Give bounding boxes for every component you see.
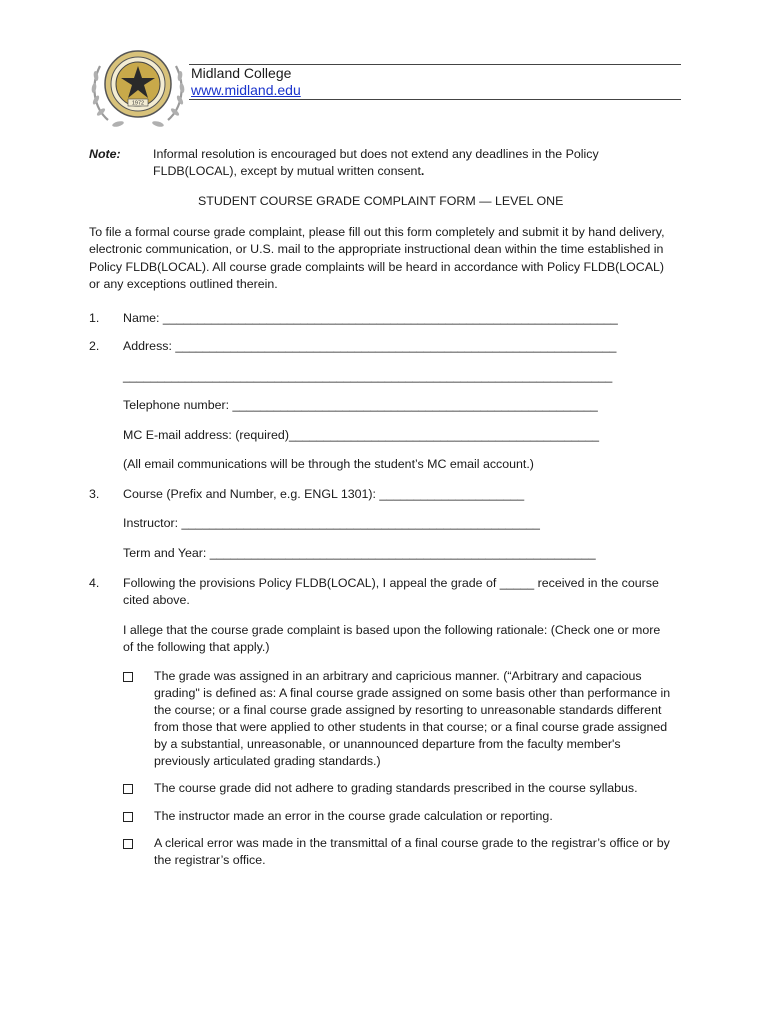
svg-text:1972: 1972 — [131, 100, 145, 107]
appeal-grade-line-1[interactable]: Following the provisions Policy FLDB(LOCAL), I appeal the grade of _____ received in the course — [123, 576, 659, 590]
note-period: . — [420, 164, 425, 178]
rationale-line: previously articulated grading standards.) — [154, 754, 381, 768]
website-link[interactable]: www.midland.edu — [191, 82, 301, 98]
item-3-number: 3. — [89, 487, 100, 501]
rationale-text-clerical — [154, 835, 684, 869]
allege-line-2: of the following that apply.) — [123, 640, 270, 654]
rationale-checkbox-calculation[interactable] — [123, 812, 133, 822]
rationale-checkbox-clerical[interactable] — [123, 839, 133, 849]
appeal-grade-line-2: cited above. — [123, 593, 190, 607]
midland-college-seal — [88, 42, 188, 130]
rationale-line: the course; or a final course grade assigned by resorting to unreasonable standards different — [154, 703, 662, 717]
note-label: Note: — [89, 147, 121, 161]
rationale-checkbox-arbitrary[interactable] — [123, 672, 133, 682]
rationale-line: A clerical error was made in the transmittal of a final course grade to the registrar’s office or by — [154, 836, 670, 850]
address-line-2-field[interactable]: _______________________________________________________________________ — [123, 369, 613, 383]
name-field[interactable]: Name: __________________________________________________________________ — [123, 311, 618, 325]
rationale-line: grading" is defined as: A final course grade assigned on some basis other than performance in — [154, 686, 671, 700]
header-bottom-rule — [189, 99, 681, 100]
item-4-number: 4. — [89, 576, 100, 590]
rationale-line: from those that were applied to other students in that course; or a final course grade assigned — [154, 720, 668, 734]
rationale-line: the registrar’s office. — [154, 853, 266, 867]
email-note: (All email communications will be through the student’s MC email account.) — [123, 457, 534, 471]
rationale-text-syllabus: The course grade did not adhere to grading standards prescribed in the course syllabus. — [154, 781, 638, 795]
course-field[interactable]: Course (Prefix and Number, e.g. ENGL 1301): _____________________ — [123, 487, 525, 501]
note-line-2 — [153, 163, 424, 180]
telephone-field[interactable]: Telephone number: _____________________________________________________ — [123, 398, 598, 412]
allege-line-1: I allege that the course grade complaint is based upon the following rationale: (Check one or more — [123, 623, 661, 637]
rationale-text-arbitrary — [154, 668, 684, 770]
intro-line-2: electronic communication, or U.S. mail to the appropriate instructional dean within the time established in — [89, 242, 664, 256]
instructor-field[interactable]: Instructor: ____________________________________________________ — [123, 516, 540, 530]
rationale-text-calculation: The instructor made an error in the course grade calculation or reporting. — [154, 809, 553, 823]
rationale-checkbox-syllabus[interactable] — [123, 784, 133, 794]
item-1-number: 1. — [89, 311, 100, 325]
rationale-line: by a substantial, unreasonable, or unannounced departure from the faculty member's — [154, 737, 621, 751]
rationale-line: The grade was assigned in an arbitrary and capricious manner. (“Arbitrary and capacious — [154, 669, 642, 683]
address-field[interactable]: Address: ________________________________________________________________ — [123, 339, 617, 353]
intro-line-3: Policy FLDB(LOCAL). All course grade complaints will be heard in accordance with Policy FLDB(LOCAL) — [89, 260, 665, 274]
note-line-2-text: FLDB(LOCAL), except by mutual written consent — [153, 164, 421, 178]
term-year-field[interactable]: Term and Year: ________________________________________________________ — [123, 546, 596, 560]
note-line-1: Informal resolution is encouraged but does not extend any deadlines in the Policy — [153, 147, 599, 161]
email-field[interactable]: MC E-mail address: (required)_____________________________________________ — [123, 428, 600, 442]
form-title: STUDENT COURSE GRADE COMPLAINT FORM — LEVEL ONE — [198, 194, 564, 208]
intro-line-4: or any exceptions outlined therein. — [89, 277, 278, 291]
item-2-number: 2. — [89, 339, 100, 353]
institution-name: Midland College — [191, 65, 292, 81]
intro-line-1: To file a formal course grade complaint, please fill out this form completely and submit it by hand delivery, — [89, 225, 665, 239]
